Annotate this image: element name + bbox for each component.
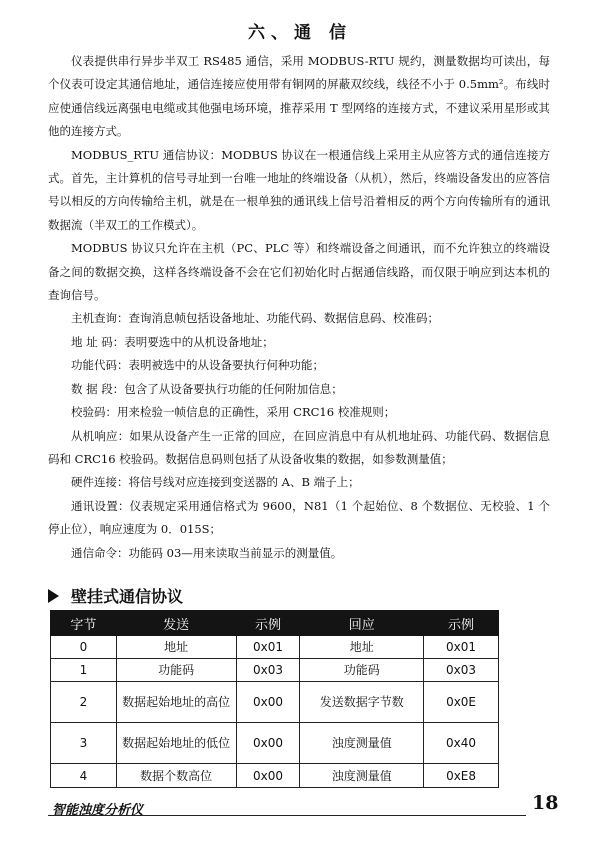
cell-send: 数据起始地址的高位 [116, 682, 236, 723]
section-heading [48, 584, 183, 607]
protocol-table [50, 610, 499, 788]
cell-send-example: 0x01 [236, 636, 300, 659]
footer-rule [48, 815, 526, 816]
item-function-code: 功能代码：表明被选中的从设备要执行何种功能； [71, 358, 324, 373]
cell-send-example: 0x03 [236, 659, 300, 682]
header-response-example: 示例 [424, 611, 499, 636]
table-row [51, 659, 499, 682]
cell-byte: 3 [51, 723, 117, 764]
cell-byte: 2 [51, 682, 117, 723]
cell-response: 浊度测量值 [300, 764, 424, 788]
cell-send-example: 0x00 [236, 723, 300, 764]
table-row [51, 764, 499, 788]
item-comm-settings: 通讯设置：仪表规定采用通信格式为 9600，N81（1 个起始位、8 个数据位、无校验、1 个停止位），响应速度为 0．015S； [48, 498, 550, 537]
cell-response: 浊度测量值 [300, 723, 424, 764]
cell-response-example: 0x03 [424, 659, 499, 682]
item-data-segment: 数 据 段：包含了从设备要执行功能的任何附加信息； [71, 381, 343, 396]
cell-send: 地址 [116, 636, 236, 659]
cell-send: 数据个数高位 [116, 764, 236, 788]
cell-response-example: 0x40 [424, 723, 499, 764]
cell-response: 功能码 [300, 659, 424, 682]
header-response: 回应 [300, 611, 424, 636]
item-hardware-connection: 硬件连接：将信号线对应连接到变送器的 A、B 端子上； [71, 475, 360, 490]
cell-send: 数据起始地址的低位 [116, 723, 236, 764]
cell-send: 功能码 [116, 659, 236, 682]
item-check-code: 校验码：用来检验一帧信息的正确性，采用 CRC16 校准规则； [71, 405, 396, 420]
page-title: 六、通 信 [248, 23, 352, 43]
body-text [48, 50, 550, 565]
cell-response-example: 0xE8 [424, 764, 499, 788]
cell-send-example: 0x00 [236, 764, 300, 788]
paragraph-rs485: 仪表提供串行异步半双工 RS485 通信，采用 MODBUS-RTU 规约，测量数据均可读出，每个仪表可设定其通信地址，通信连接应使用带有铜网的屏蔽双绞线，线径不小于 0.5mm²。布线时应使通信线远离强电电缆或其他强电场环境，推荐采用 T 型网络的连接方式，不建议采用星形或其他的连接方式。 [48, 54, 550, 139]
table-row [51, 723, 499, 764]
table-row [51, 682, 499, 723]
page-number: 18 [532, 792, 559, 814]
cell-response-example: 0x0E [424, 682, 499, 723]
item-master-query: 主机查询：查询消息帧包括设备地址、功能代码、数据信息码、校准码； [71, 311, 439, 326]
item-comm-command: 通信命令：功能码 03—用来读取当前显示的测量值。 [71, 545, 343, 560]
footer-product-name: 智能浊度分析仪 [52, 803, 144, 818]
cell-response: 发送数据字节数 [300, 682, 424, 723]
table-header-row [51, 611, 499, 636]
cell-byte: 1 [51, 659, 117, 682]
section-title: 壁挂式通信协议 [71, 587, 184, 606]
item-slave-response: 从机响应：如果从设备产生一正常的回应，在回应消息中有从机地址码、功能代码、数据信息码和 CRC16 校验码。数据信息码则包括了从设备收集的数据，如参数测量值； [48, 428, 550, 466]
header-byte: 字节 [51, 611, 117, 636]
cell-response: 地址 [300, 636, 424, 659]
cell-response-example: 0x01 [424, 636, 499, 659]
header-send: 发送 [116, 611, 236, 636]
paragraph-modbus-limits: MODBUS 协议只允许在主机（PC、PLC 等）和终端设备之间通讯，而不允许独立的终端设备之间的数据交换，这样各终端设备不会在它们初始化时占据通信线路，而仅限于响应到达本机的查询信号。 [48, 241, 550, 303]
item-address-code: 地 址 码：表明要选中的从机设备地址； [71, 334, 274, 349]
paragraph-modbus-rtu: MODBUS_RTU 通信协议：MODBUS 协议在一根通信线上采用主从应答方式的通信连接方式。首先，主计算机的信号寻址到一台唯一地址的终端设备（从机），然后，终端设备发出的应答信号以相反的方向传输给主机，就是在一根单独的通讯线上信号沿着相反的两个方向传输所有的通讯数据流（半双工的工作模式）。 [48, 147, 550, 232]
header-send-example: 示例 [236, 611, 300, 636]
cell-send-example: 0x00 [236, 682, 300, 723]
cell-byte: 4 [51, 764, 117, 788]
table-row [51, 636, 499, 659]
arrow-bullet-icon [48, 589, 59, 603]
cell-byte: 0 [51, 636, 117, 659]
